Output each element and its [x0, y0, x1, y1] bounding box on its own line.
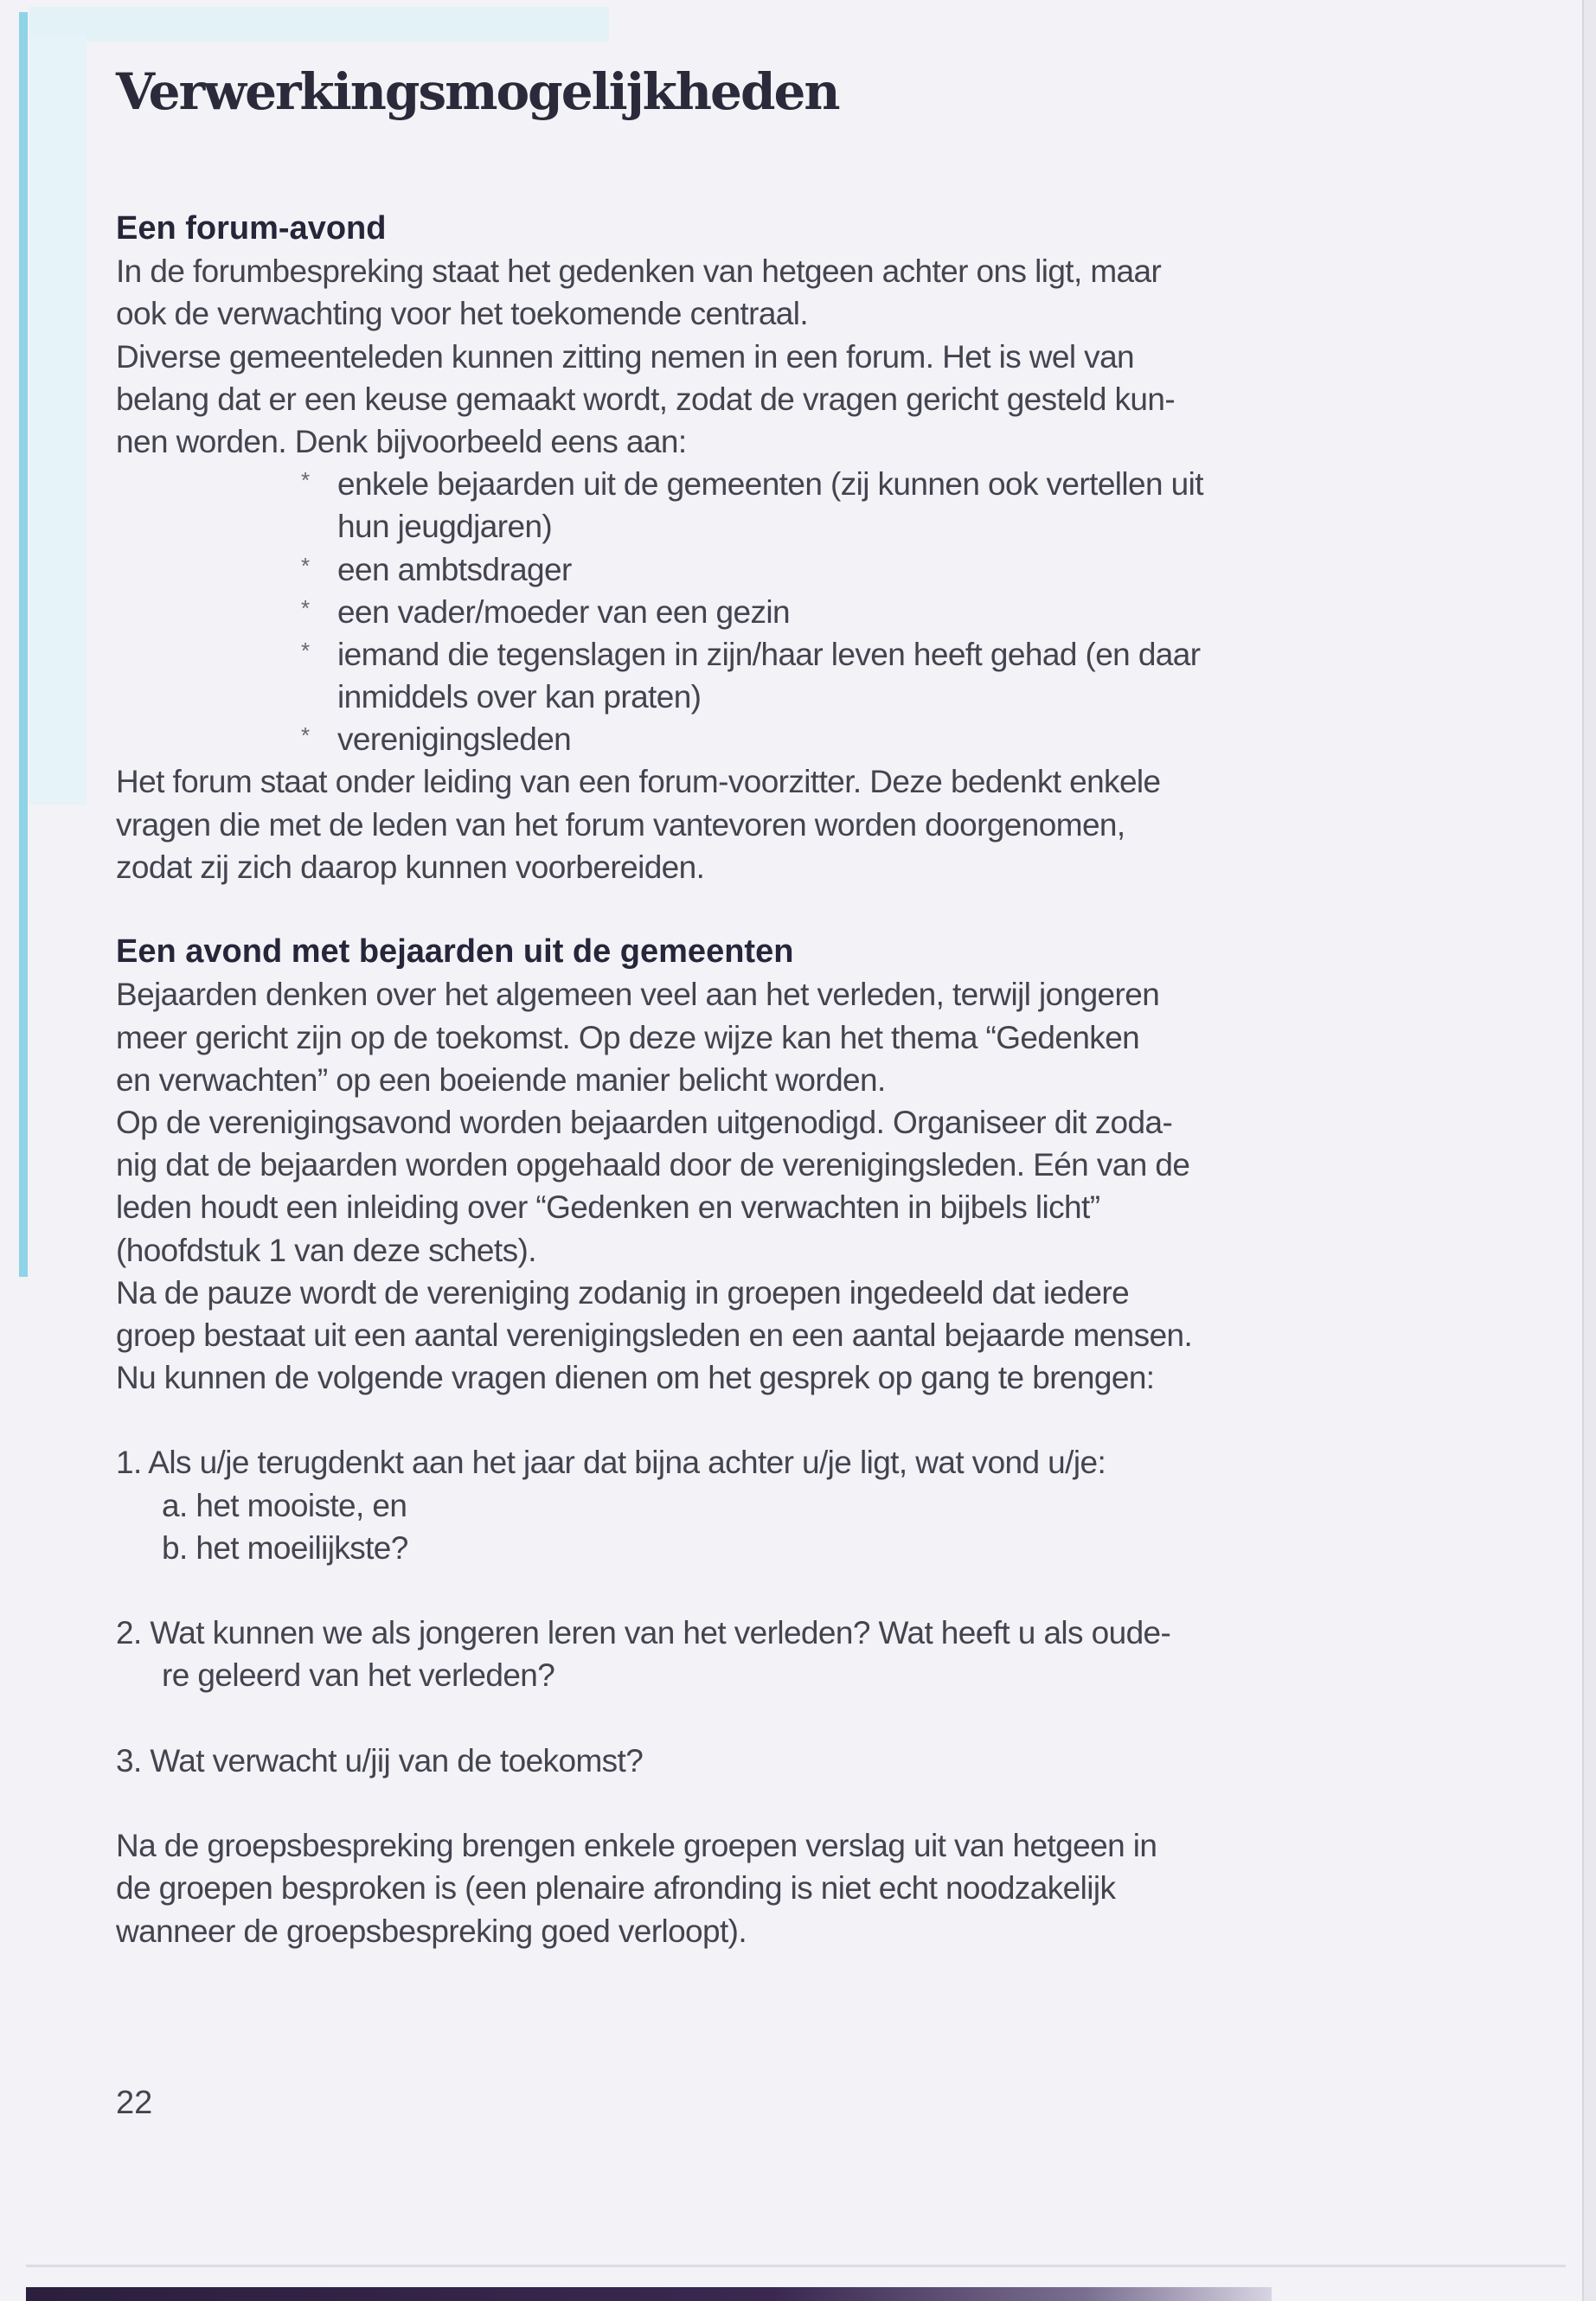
- page-number: 22: [116, 2085, 153, 2121]
- text-line: [116, 1612, 1465, 1654]
- text-line: [116, 1314, 1465, 1356]
- line-text: Het forum staat onder leiding van een forum-voorzitter. Deze bedenkt enkele: [116, 764, 1161, 800]
- text-line: [116, 676, 1465, 718]
- asterisk-bullet-icon: *: [301, 594, 310, 621]
- line-text: Na de groepsbespreking brengen enkele groepen verslag uit van hetgeen in: [116, 1828, 1157, 1864]
- text-line: [116, 1186, 1465, 1228]
- text-line: [116, 505, 1465, 548]
- page-edge: [1582, 0, 1596, 2301]
- asterisk-bullet-icon: *: [301, 722, 310, 749]
- text-line: [116, 1101, 1465, 1144]
- line-text: b. het moeilijkste?: [162, 1529, 408, 1566]
- page-title: Verwerkingsmogelijkheden: [116, 62, 839, 121]
- line-text: Op de verenigingsavond worden bejaarden uitgenodigd. Organiseer dit zoda-: [116, 1104, 1173, 1140]
- text-line: [116, 1441, 1465, 1484]
- text-line: [116, 760, 1465, 803]
- line-text: Na de pauze wordt de vereniging zodanig in groepen ingedeeld dat iedere: [116, 1274, 1130, 1311]
- divider: [26, 2265, 1566, 2267]
- line-text: inmiddels over kan praten): [337, 679, 702, 715]
- text-line: [116, 1740, 1465, 1782]
- line-text: groep bestaat uit een aantal verenigingsleden en een aantal bejaarde mensen.: [116, 1317, 1193, 1353]
- line-text: de groepen besproken is (een plenaire afronding is niet echt noodzakelijk: [116, 1870, 1116, 1907]
- text-line: [116, 1910, 1465, 1952]
- text-line: [116, 292, 1465, 335]
- decorative-cyan-band: [29, 7, 609, 42]
- line-text: ook de verwachting voor het toekomende centraal.: [116, 296, 809, 332]
- line-text: Bejaarden denken over het algemeen veel aan het verleden, terwijl jongeren: [116, 977, 1160, 1013]
- text-line: [116, 378, 1465, 420]
- text-line: [116, 718, 1465, 760]
- line-text: 2. Wat kunnen we als jongeren leren van het verleden? Wat heeft u als oude-: [116, 1615, 1171, 1651]
- text-line: [116, 1654, 1465, 1696]
- asterisk-bullet-icon: *: [301, 552, 310, 579]
- text-line: [116, 1059, 1465, 1101]
- line-text: en verwachten” op een boeiende manier belicht worden.: [116, 1061, 886, 1098]
- line-text: 3. Wat verwacht u/jij van de toekomst?: [116, 1742, 644, 1779]
- line-text: een ambtsdrager: [337, 551, 572, 587]
- text-line: [116, 1527, 1465, 1569]
- text-line: [116, 1356, 1465, 1399]
- text-line: [116, 463, 1465, 505]
- line-text: meer gericht zijn op de toekomst. Op deze wijze kan het thema “Gedenken: [116, 1019, 1140, 1055]
- scan-edge-bar: [26, 2287, 1272, 2301]
- blank-line: [116, 1782, 1465, 1824]
- line-text: 1. Als u/je terugdenkt aan het jaar dat bijna achter u/je ligt, wat vond u/je:: [116, 1445, 1106, 1481]
- text-line: [116, 633, 1465, 676]
- line-text: Een forum-avond: [116, 210, 387, 247]
- text-line: [116, 1484, 1465, 1527]
- line-text: een vader/moeder van een gezin: [337, 593, 790, 630]
- line-text: iemand die tegenslagen in zijn/haar leven heeft gehad (en daar: [337, 636, 1201, 672]
- line-text: nig dat de bejaarden worden opgehaald door de verenigingsleden. Eén van de: [116, 1147, 1190, 1183]
- text-line: [116, 1867, 1465, 1909]
- text-line: [116, 336, 1465, 378]
- accent-bar: [19, 12, 28, 1277]
- section-heading: [116, 931, 1465, 973]
- section-heading: [116, 208, 1465, 250]
- decorative-cyan-strip: [29, 35, 87, 804]
- line-text: Een avond met bejaarden uit de gemeenten: [116, 933, 794, 971]
- line-text: wanneer de groepsbespreking goed verloopt).: [116, 1913, 747, 1949]
- line-text: verenigingsleden: [337, 721, 572, 758]
- text-line: [116, 548, 1465, 591]
- asterisk-bullet-icon: *: [301, 467, 310, 494]
- line-text: belang dat er een keuse gemaakt wordt, zodat de vragen gericht gesteld kun-: [116, 381, 1176, 417]
- line-text: nen worden. Denk bijvoorbeeld eens aan:: [116, 423, 687, 459]
- text-line: [116, 804, 1465, 846]
- blank-line: [116, 888, 1465, 931]
- blank-line: [116, 1399, 1465, 1441]
- text-line: [116, 591, 1465, 633]
- line-text: hun jeugdjaren): [337, 509, 553, 545]
- line-text: Nu kunnen de volgende vragen dienen om het gesprek op gang te brengen:: [116, 1360, 1155, 1396]
- text-line: [116, 973, 1465, 1016]
- line-text: (hoofdstuk 1 van deze schets).: [116, 1232, 536, 1268]
- text-line: [116, 1016, 1465, 1059]
- text-line: [116, 420, 1465, 463]
- line-text: leden houdt een inleiding over “Gedenken en verwachten in bijbels licht”: [116, 1189, 1100, 1226]
- text-line: [116, 1824, 1465, 1867]
- line-text: re geleerd van het verleden?: [162, 1657, 555, 1694]
- line-text: In de forumbespreking staat het gedenken van hetgeen achter ons ligt, maar: [116, 253, 1162, 290]
- line-text: a. het mooiste, en: [162, 1487, 407, 1523]
- text-line: [116, 1144, 1465, 1186]
- text-line: [116, 250, 1465, 292]
- asterisk-bullet-icon: *: [301, 637, 310, 663]
- line-text: zodat zij zich daarop kunnen voorbereiden.: [116, 849, 705, 885]
- text-line: [116, 1229, 1465, 1272]
- text-line: [116, 846, 1465, 888]
- blank-line: [116, 1697, 1465, 1740]
- document-body: [116, 208, 1465, 1952]
- line-text: enkele bejaarden uit de gemeenten (zij kunnen ook vertellen uit: [337, 466, 1203, 503]
- text-line: [116, 1272, 1465, 1314]
- blank-line: [116, 1569, 1465, 1612]
- line-text: Diverse gemeenteleden kunnen zitting nemen in een forum. Het is wel van: [116, 338, 1135, 375]
- line-text: vragen die met de leden van het forum vantevoren worden doorgenomen,: [116, 806, 1125, 843]
